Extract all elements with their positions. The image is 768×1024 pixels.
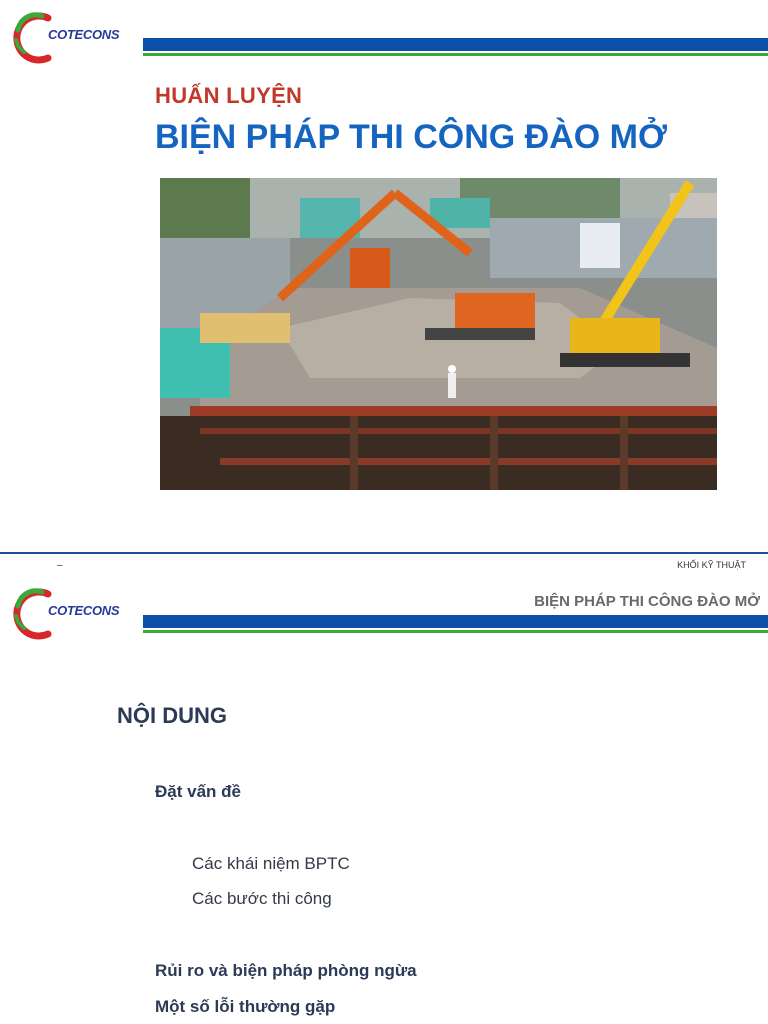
logo-wordmark: COTECONS <box>48 603 120 618</box>
slide-header-title: BIỆN PHÁP THI CÔNG ĐÀO MỞ <box>534 593 760 610</box>
content-item: Đặt vấn đề <box>155 782 241 801</box>
header-bar-green <box>143 53 768 56</box>
header-bar-green <box>143 630 768 633</box>
cotecons-logo <box>8 588 138 640</box>
slide-divider <box>0 552 768 554</box>
content-item: Rủi ro và biện pháp phòng ngừa <box>155 961 417 980</box>
content-subitem: Các khái niệm BPTC <box>192 854 350 873</box>
cotecons-logo <box>8 12 138 64</box>
footer-department: KHỐI KỸ THUẬT <box>677 560 746 570</box>
header-bar-blue <box>143 38 768 51</box>
logo-wordmark: COTECONS <box>48 27 120 42</box>
content-heading: NỘI DUNG <box>117 703 227 728</box>
content-item: Một số lỗi thường gặp <box>155 997 336 1016</box>
header-bar-blue <box>143 615 768 628</box>
content-subitem: Các bước thi công <box>192 889 332 908</box>
excavation-site-photo <box>160 178 717 490</box>
slide-title: BIỆN PHÁP THI CÔNG ĐÀO MỞ <box>155 118 667 156</box>
footer-dash: – <box>57 560 63 571</box>
slide-subtitle: HUẤN LUYỆN <box>155 83 303 108</box>
